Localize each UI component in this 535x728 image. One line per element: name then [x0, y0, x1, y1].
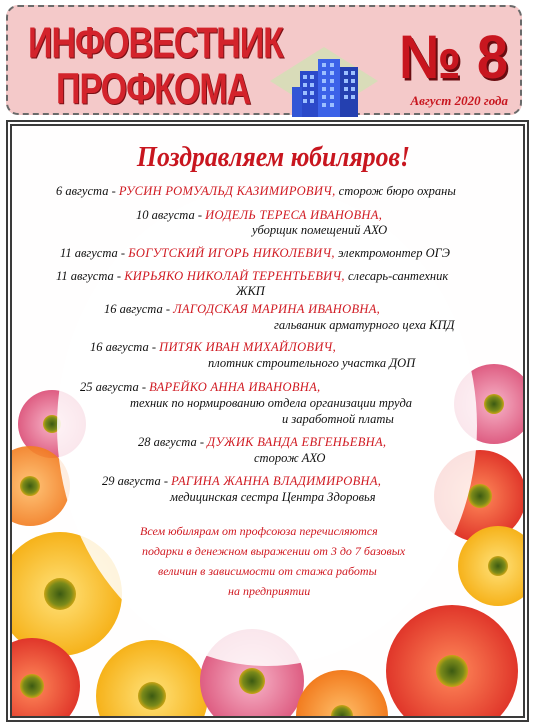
- entry-name: ВАРЕЙКО АННА ИВАНОВНА,: [149, 380, 321, 394]
- list-item: 11 августа - КИРЬЯКО НИКОЛАЙ ТЕРЕНТЬЕВИЧ, слесарь-сантехник: [56, 269, 449, 283]
- entry-name: ПИТЯК ИВАН МИХАЙЛОВИЧ,: [159, 340, 336, 354]
- list-item: 10 августа - ИОДЕЛЬ ТЕРЕСА ИВАНОВНА,: [136, 208, 383, 222]
- list-item: 28 августа - ДУЖИК ВАНДА ЕВГЕНЬЕВНА,: [138, 435, 387, 449]
- entry-date: 16 августа: [104, 302, 163, 316]
- entry-name: КИРЬЯКО НИКОЛАЙ ТЕРЕНТЬЕВИЧ,: [124, 269, 345, 283]
- entry-date: 29 августа: [102, 474, 161, 488]
- entry-job: ЖКП: [236, 284, 265, 298]
- congratulations-title: Поздравляем юбиляров!: [136, 142, 411, 173]
- entry-date: 11 августа: [60, 246, 118, 260]
- entry-date: 28 августа: [138, 435, 197, 449]
- entry-date: 11 августа: [56, 269, 114, 283]
- list-item: 16 августа - ПИТЯК ИВАН МИХАЙЛОВИЧ,: [90, 340, 336, 354]
- entry-job: сторож бюро охраны: [338, 184, 456, 198]
- entry-job: гальваник арматурного цеха КПД: [274, 318, 455, 332]
- gift-note-line: на предприятии: [228, 584, 311, 598]
- entry-date: 10 августа: [136, 208, 195, 222]
- entry-job: уборщик помещений АХО: [252, 223, 388, 237]
- list-item: 25 августа - ВАРЕЙКО АННА ИВАНОВНА,: [80, 380, 321, 394]
- entry-name: БОГУТСКИЙ ИГОРЬ НИКОЛЕВИЧ,: [128, 246, 335, 260]
- list-item: 29 августа - РАГИНА ЖАННА ВЛАДИМИРОВНА,: [102, 474, 382, 488]
- entry-job: сторож АХО: [254, 451, 326, 465]
- main-content-frame: [6, 120, 529, 722]
- entry-job: и заработной платы: [282, 412, 394, 426]
- entry-name: РАГИНА ЖАННА ВЛАДИМИРОВНА,: [171, 474, 382, 488]
- entry-job: плотник строительного участка ДОП: [208, 356, 416, 370]
- issue-date: Август 2020 года: [410, 93, 508, 108]
- office-building-icon: [270, 41, 378, 121]
- newsletter-header: [6, 5, 522, 115]
- entry-date: 6 августа: [56, 184, 109, 198]
- entry-name: ЛАГОДСКАЯ МАРИНА ИВАНОВНА,: [173, 302, 381, 316]
- gift-note-line: Всем юбилярам от профсоюза перечисляются: [140, 524, 378, 538]
- list-item: 11 августа - БОГУТСКИЙ ИГОРЬ НИКОЛЕВИЧ, электромонтер ОГЭ: [60, 246, 450, 260]
- entry-job: медицинская сестра Центра Здоровья: [170, 490, 376, 504]
- entry-job: электромонтер ОГЭ: [337, 246, 450, 260]
- entry-date: 16 августа: [90, 340, 149, 354]
- issue-number: № 8: [398, 22, 508, 92]
- entry-date: 25 августа: [80, 380, 139, 394]
- entry-name: ДУЖИК ВАНДА ЕВГЕНЬЕВНА,: [207, 435, 387, 449]
- entry-name: ИОДЕЛЬ ТЕРЕСА ИВАНОВНА,: [205, 208, 383, 222]
- list-item: 16 августа - ЛАГОДСКАЯ МАРИНА ИВАНОВНА,: [104, 302, 381, 316]
- entry-name: РУСИН РОМУАЛЬД КАЗИМИРОВИЧ,: [118, 184, 336, 198]
- gift-note-line: подарки в денежном выражении от 3 до 7 базовых: [142, 544, 406, 558]
- entry-job: техник по нормированию отдела организации труда: [130, 396, 413, 410]
- gift-note-line: величин в зависимости от стажа работы: [158, 564, 377, 578]
- newsletter-title-line2: ПРОФКОМА: [56, 65, 251, 114]
- list-item: 6 августа - РУСИН РОМУАЛЬД КАЗИМИРОВИЧ, сторож бюро охраны: [56, 184, 456, 198]
- newsletter-title-line1: ИНФОВЕСТНИК: [28, 19, 283, 68]
- entry-job: слесарь-сантехник: [347, 269, 449, 283]
